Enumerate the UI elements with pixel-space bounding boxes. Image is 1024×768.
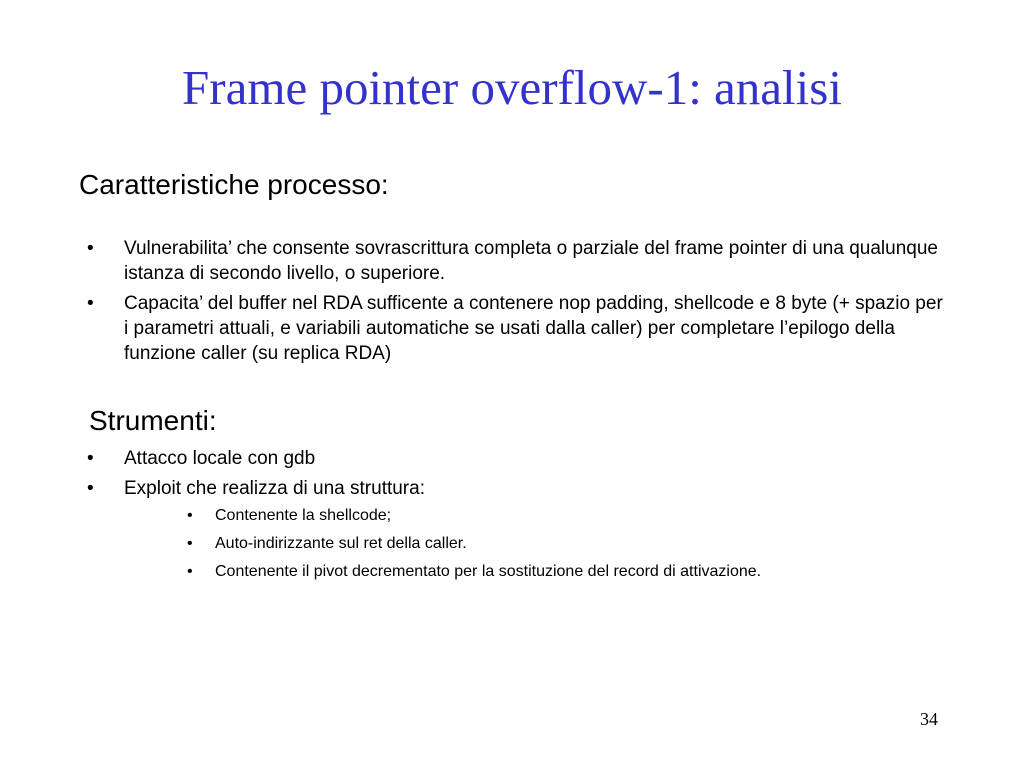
bullet-icon: •: [87, 448, 94, 469]
bullet-icon: •: [187, 507, 193, 524]
sub-list-item: [187, 506, 947, 526]
list-item: [87, 291, 947, 366]
list-item: [87, 476, 947, 501]
sub-list-item-text: Auto-indirizzante sul ret della caller.: [215, 535, 467, 552]
bullet-icon: •: [87, 478, 94, 499]
caratteristiche-bullet-list: [87, 236, 947, 371]
list-item-text: Vulnerabilita’ che consente sovrascrittura completa o parziale del frame pointer di una qualunque istanza di secondo livello, o superiore.: [124, 238, 938, 284]
list-item-text: Attacco locale con gdb: [124, 448, 316, 469]
bullet-icon: •: [187, 535, 193, 552]
slide-title: Frame pointer overflow-1: analisi: [182, 60, 842, 115]
section-heading-caratteristiche: Caratteristiche processo:: [79, 169, 389, 200]
list-item-text: Exploit che realizza di una struttura:: [124, 478, 425, 499]
section-heading-strumenti: Strumenti:: [89, 405, 217, 436]
sub-list-item-text: Contenente la shellcode;: [215, 507, 392, 524]
list-item: [87, 236, 947, 286]
page-number: 34: [920, 709, 938, 729]
bullet-icon: •: [87, 238, 94, 259]
sub-list-item-text: Contenente il pivot decrementato per la sostituzione del record di attivazione.: [215, 563, 762, 580]
sub-list-item: [187, 534, 947, 554]
sub-list-item: [187, 562, 947, 582]
list-item: [87, 446, 947, 471]
strumenti-sub-bullet-list: [187, 506, 947, 590]
bullet-icon: •: [187, 563, 193, 580]
bullet-icon: •: [87, 293, 94, 314]
strumenti-bullet-list: [87, 446, 947, 506]
list-item-text: Capacita’ del buffer nel RDA sufficente a contenere nop padding, shellcode e 8 byte (+ spazio per i parametri attuali, e variabili automatiche se usati dalla caller) per completare l’epilogo della funzione caller (su replica RDA): [124, 293, 943, 364]
